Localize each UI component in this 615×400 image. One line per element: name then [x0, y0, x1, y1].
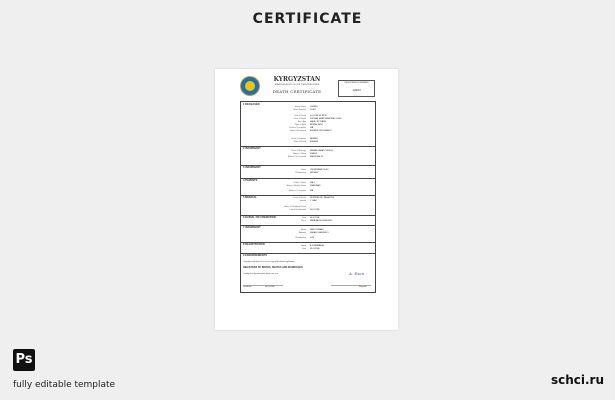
field-value: ABYRAL KENT — [310, 124, 323, 126]
field-value: KARAKOL AVENUE 5 — [310, 232, 329, 234]
field-value: MALE / 84 YEARS — [310, 121, 326, 123]
field-value: KASHAN JANAT CHURCH — [310, 150, 333, 152]
field-row — [241, 190, 375, 194]
field-value: CHOMURBEKOV ALI — [310, 169, 329, 171]
field-label: Place — [301, 220, 306, 222]
field-label: Spouse's Name — [292, 153, 306, 155]
template-caption: fully editable template — [13, 380, 116, 390]
field-value: NEPHEW — [310, 172, 319, 174]
field-row — [241, 185, 375, 189]
field-value: ZHAKUL — [310, 153, 318, 155]
date-label: Certificate — [243, 286, 252, 288]
field-label: Date of Death — [294, 115, 306, 117]
section-title: 2 INFORMANT — [243, 147, 261, 150]
field-row — [241, 248, 375, 252]
field-row — [241, 237, 375, 241]
field-label: Relation to Deceased — [287, 156, 306, 158]
field-value: 01.01.1986 — [310, 209, 320, 211]
field-label: Father's Name — [293, 182, 306, 184]
field-row — [241, 200, 375, 204]
certificate-doc-title: DEATH CERTIFICATE — [272, 89, 322, 94]
field-label: Place of Burial — [293, 141, 306, 143]
section-informant-2 — [241, 225, 375, 243]
page-title: CERTIFICATE — [252, 11, 363, 27]
field-value: N/A — [310, 127, 314, 129]
section-title: 5 MEDICAL — [243, 196, 257, 199]
section-title: 9 ENDORSEMENTS — [243, 254, 268, 257]
field-label: Interval — [299, 200, 306, 202]
section-deceased — [241, 102, 375, 147]
section-title: 7 INFORMANT — [243, 226, 261, 229]
section-medical — [241, 195, 375, 216]
section-title: 3 INFORMANT — [243, 166, 261, 169]
field-row — [241, 109, 375, 113]
section-informant — [241, 165, 375, 179]
field-label: Date of Certification — [289, 209, 306, 211]
section-parents — [241, 178, 375, 196]
field-value: SON — [310, 237, 315, 239]
field-value: BISHKEK KENT, ASIA ST — [310, 130, 332, 132]
field-value: CHIRIEV — [310, 106, 318, 108]
field-label: Father's Occupation — [289, 127, 306, 129]
certificate-subtitle: STATE REGISTRY OF CIVIL STATUS RECORDS — [274, 84, 320, 86]
field-label: Name — [300, 245, 306, 247]
field-value: ZHAKUMAS — [310, 185, 321, 187]
field-label: Place of Death — [293, 118, 306, 120]
field-label: Father's Residence — [289, 130, 306, 132]
sign-label: Registrar — [359, 286, 367, 288]
field-label: Name — [300, 229, 306, 231]
registration-number: 12924 — [352, 88, 361, 92]
certificate-country: KYRGYZSTAN — [273, 76, 321, 83]
field-label: Date — [302, 248, 306, 250]
field-value: BISHKEK — [310, 141, 319, 143]
certificate-sheet — [215, 69, 398, 330]
field-label: Date — [302, 217, 306, 219]
field-label: Name — [300, 169, 306, 171]
photoshop-icon: Ps — [13, 349, 35, 371]
endorse-note: I hereby certify that this is a true copy of the death registration. — [243, 261, 296, 263]
field-value: KARA-BALTA CEMETERY — [310, 220, 333, 222]
state-emblem-icon — [240, 76, 260, 96]
field-value: N/A — [310, 190, 314, 192]
field-label: Sex / Age — [297, 121, 306, 123]
section-endorsements — [241, 253, 375, 292]
registration-label: REGISTRATION NUMBER — [344, 82, 369, 84]
section-title: 4 PARENTS — [243, 179, 258, 182]
field-value: 09.01.1986 — [310, 248, 320, 250]
section-title: 1 DECEASED — [243, 103, 260, 106]
field-row — [241, 130, 375, 134]
field-row — [241, 172, 375, 176]
field-label: Family Name — [294, 106, 306, 108]
certificate-form — [240, 101, 376, 293]
field-label: Mother's Maiden Name — [286, 185, 306, 187]
field-label: Usual Occupation — [291, 138, 306, 140]
section-marriage — [241, 146, 375, 166]
field-value: KURGAN JAMAT MEMORIAL CLINIC — [310, 118, 342, 120]
field-row — [241, 209, 375, 213]
field-value: 03.01.1986 — [310, 217, 320, 219]
registrar-signature: A. Esen — [349, 271, 365, 276]
field-value: DORJI — [310, 109, 316, 111]
field-label: Mother's Occupation — [288, 190, 306, 192]
field-label: Address — [299, 232, 306, 234]
field-value: FARMER — [310, 138, 318, 140]
registration-box — [338, 80, 375, 97]
field-label: Name of Certifying Doctor — [284, 206, 306, 208]
field-value: ZAKIR JUMAEV — [310, 229, 324, 231]
field-value: KAKUN KALYK — [310, 156, 323, 158]
field-value: A. ESENBAEVA — [310, 245, 324, 247]
field-label: Place of Marriage — [291, 150, 306, 152]
field-row — [241, 232, 375, 236]
section-title: 8 REGISTRATION — [243, 243, 265, 246]
field-label: Cause of Death — [292, 197, 306, 199]
field-row — [241, 220, 375, 224]
field-row — [241, 156, 375, 160]
field-value: 0.01.1986 09:32PM — [310, 115, 327, 117]
date-value: 09.01.1986 — [265, 286, 275, 288]
brand-name: schci.ru — [550, 373, 604, 387]
field-value: N/A 1 — [310, 182, 315, 184]
field-label: Relationship — [295, 172, 306, 174]
field-label: Place of Birth — [294, 124, 306, 126]
registrar-title: REGISTRAR OF BIRTHS, DEATHS AND MARRIAGES — [243, 266, 303, 269]
copy-note: I certify that the particulars above are true. — [243, 273, 279, 275]
section-title: 6 BURIAL OR CREMATION — [243, 216, 276, 219]
field-label: Relationship — [295, 237, 306, 239]
field-row — [241, 141, 375, 145]
field-value: 1 YEAR — [310, 200, 317, 202]
field-value: RESPIRATORY PARALYSIS — [310, 197, 335, 199]
field-label: Given Name(s) — [293, 109, 306, 111]
